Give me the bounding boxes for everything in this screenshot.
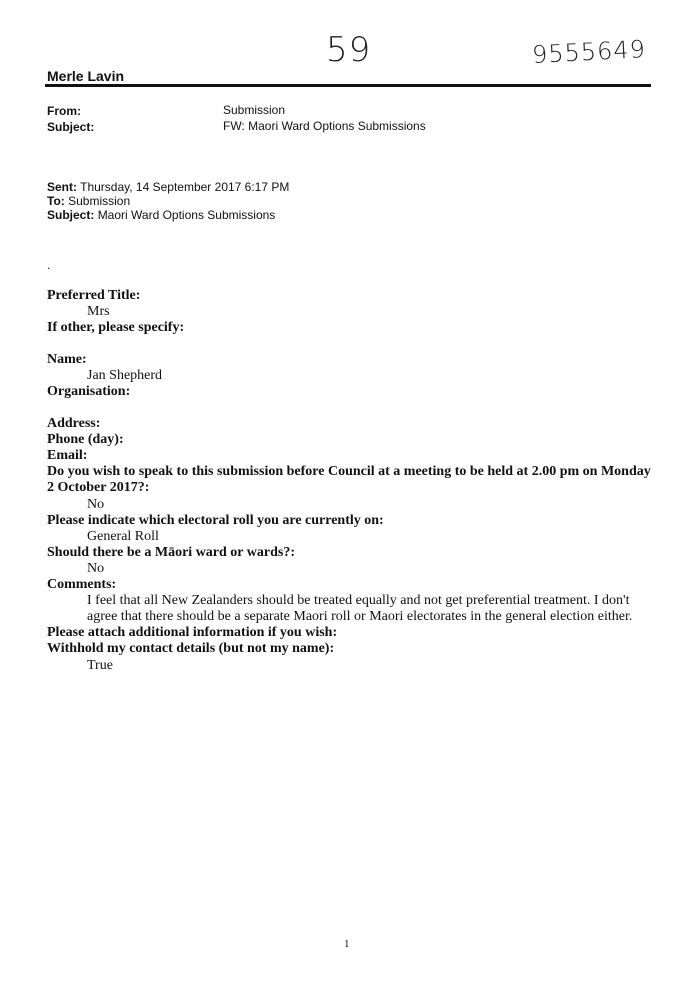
comments-label: Comments: [47,577,117,592]
ward-value: No [87,561,105,576]
page-footer-number: 1 [344,938,350,950]
if-other-label: If other, please specify: [47,320,185,335]
sent-label: Sent: [47,180,77,194]
to-value: Submission [68,194,131,208]
fwd-subject-value: Maori Ward Options Submissions [97,208,276,222]
fwd-subject-label: Subject: [47,208,95,222]
withhold-value: True [87,658,113,673]
organisation-label: Organisation: [47,384,131,399]
roll-value: General Roll [87,529,159,544]
fwd-subject-line [47,208,275,223]
preferred-title-label: Preferred Title: [47,288,141,303]
handwritten-reference-number: 9555649 [531,35,647,69]
roll-label: Please indicate which electoral roll you are currently on: [47,513,384,528]
comments-line2: agree that there should be a separate Maori roll or Maori electorates in the general election either. [87,609,633,624]
from-label: From: [47,104,81,118]
sent-value: Thursday, 14 September 2017 6:17 PM [80,180,290,194]
header-owner-name: Merle Lavin [47,68,125,84]
speak-question-line2: 2 October 2017?: [47,480,150,495]
to-label: To: [47,194,65,208]
ward-label: Should there be a Māori ward or wards?: [47,545,295,560]
header-rule [45,84,651,87]
attach-label: Please attach additional information if you wish: [47,625,338,640]
sent-line [47,180,289,195]
name-label: Name: [47,352,87,367]
comments-line1: I feel that all New Zealanders should be treated equally and not get preferential treatment. I don't [87,593,630,608]
email-label: Email: [47,448,88,463]
address-label: Address: [47,416,101,431]
handwritten-page-number: 59 [326,30,372,70]
speak-question-line1: Do you wish to speak to this submission before Council at a meeting to be held at 2.00 pm on Monday [47,464,651,479]
preferred-title-value: Mrs [87,304,110,319]
speak-value: No [87,497,105,512]
from-value: Submission [223,103,286,117]
name-value: Jan Shepherd [87,368,163,383]
to-line [47,194,130,209]
subject-value: FW: Maori Ward Options Submissions [223,119,426,133]
stray-dot: . [47,258,51,272]
subject-label: Subject: [47,120,95,134]
withhold-label: Withhold my contact details (but not my name): [47,641,335,656]
phone-label: Phone (day): [47,432,124,447]
